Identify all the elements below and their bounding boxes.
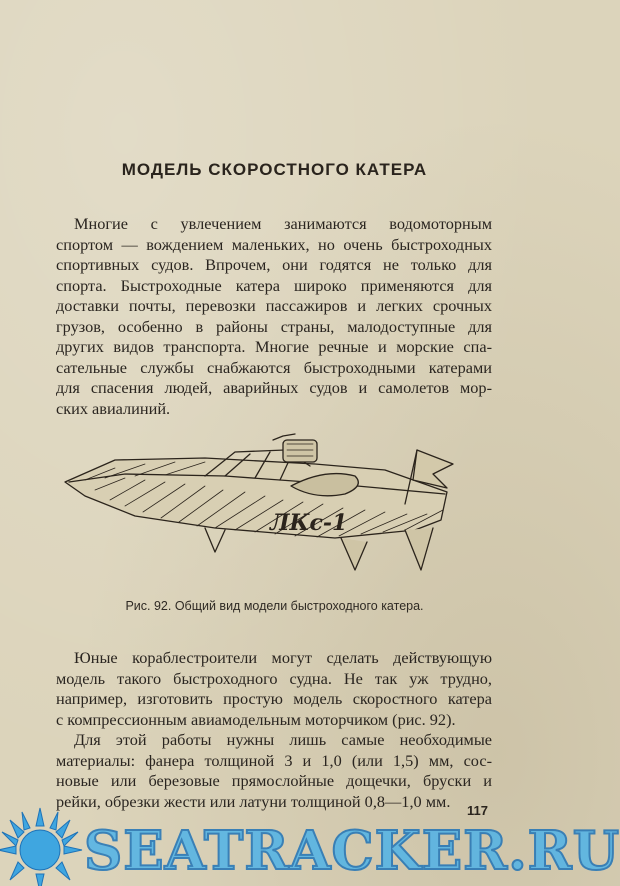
text-line: рейки, обрезки жести или латуни толщиной 0,8—1,0 мм.: [56, 791, 451, 811]
text-line: материалы: фанера толщиной 3 и 1,0 (или 1,5) мм, сос-: [56, 750, 492, 770]
text-line: спортивных судов. Впрочем, они годятся не только для: [56, 255, 492, 274]
page-title: МОДЕЛЬ СКОРОСТНОГО КАТЕРА: [121, 160, 428, 179]
boat-model-illustration: [55, 430, 465, 590]
text-line: модель такого быстроходного судна. Не так уж трудно,: [56, 668, 492, 688]
text-line: доставки почты, перевозки пассажиров и легких срочных: [56, 296, 492, 315]
text-line: спортом — вождением маленьких, но очень быстроходных: [56, 234, 492, 254]
text-line: ских авиалиний.: [56, 398, 171, 418]
page-number: 117: [467, 803, 488, 818]
figure-caption: Рис. 92. Общий вид модели быстроходного катера.: [125, 599, 424, 613]
text-line: Юные кораблестроители могут сделать действующую: [74, 648, 492, 667]
hull-label: ЛКс-1: [270, 510, 348, 536]
text-line: спорта. Быстроходные катера широко применяются для: [56, 275, 492, 295]
paragraph-intro: [56, 214, 492, 419]
paragraph-main: [56, 648, 492, 812]
text-line: например, изготовить простую модель скоростного катера: [56, 689, 492, 708]
text-line: для спасения людей, аварийных судов и самолетов мор-: [56, 378, 492, 397]
text-line: Для этой работы нужны лишь самые необходимые: [74, 730, 492, 749]
text-line: грузов, особенно в районы страны, малодоступные для: [56, 316, 492, 336]
text-line: с компрессионным авиамодельным моторчиком (рис. 92).: [56, 709, 456, 729]
text-line: сательные службы снабжаются быстроходными катерами: [56, 357, 492, 377]
watermark-text: SEATRACKER.RU: [84, 820, 620, 882]
text-line: новые или березовые прямослойные дощечки, бруски и: [56, 771, 492, 790]
text-line: Многие с увлечением занимаются водомоторным: [74, 214, 492, 233]
text-line: других видов транспорта. Многие речные и морские спа-: [56, 337, 492, 356]
